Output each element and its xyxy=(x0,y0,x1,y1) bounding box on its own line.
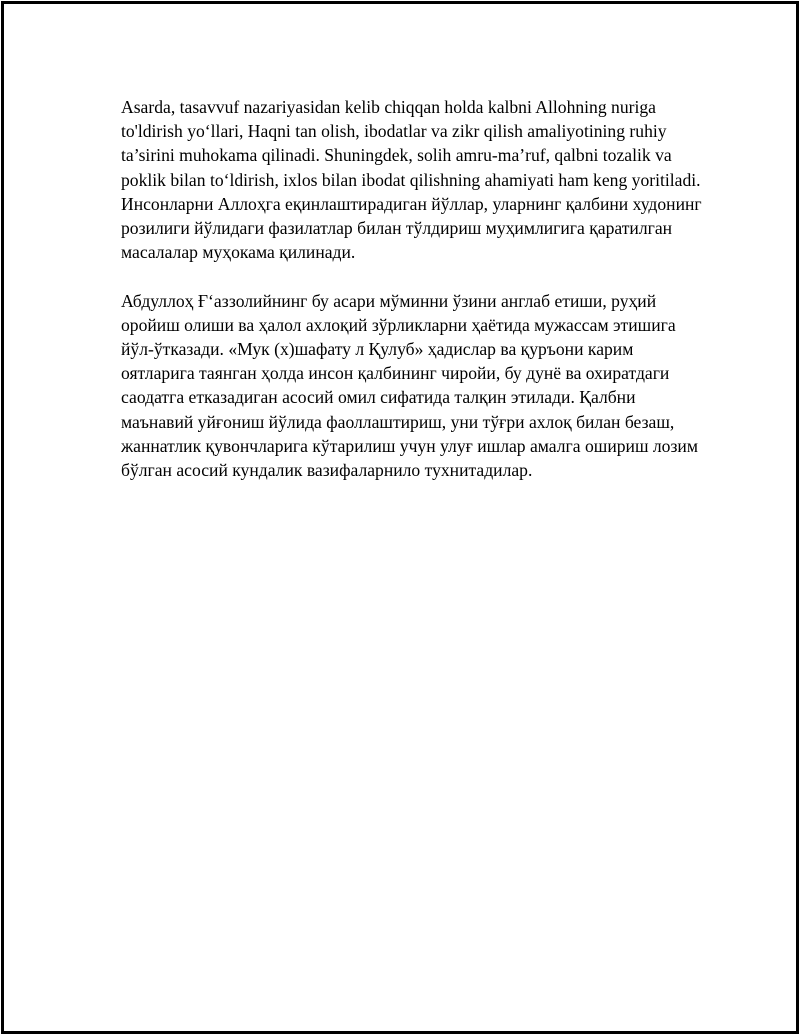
paragraph-2: Абдуллоҳ Ғ‘аззолийнинг бу асари мўминни ўзини англаб етиши, руҳий оройиш олиши ва ҳалол ахлоқий зўрликларни ҳаётида мужассам этишига йўл-ўтказади. «Мук (х)шафату л Қулуб» ҳадислар ва қуръони карим оятларига таянган ҳолда инсон қалбининг чиройи, бу дунё ва охиратдаги саодатга етказадиган асосий омил сифатида талқин этилади. Қалбни маънавий уйғониш йўлида фаоллаштириш, уни тўғри ахлоқ билан безаш, жаннатлик қувончларига кўтарилиш учун улуғ ишлар амалга ошириш лозим бўлган асосий кундалик вазифаларнило тухнитадилар. xyxy=(121,290,698,481)
document-page xyxy=(1,1,799,1034)
document-body xyxy=(121,95,706,482)
paragraph-1: Asarda, tasavvuf nazariyasidan kelib chiqqan holda kalbni Allohning nuriga to'ldirish yo‘llari, Haqni tan olish, ibodatlar va zikr qilish amaliyotining ruhiy ta’sirini muhokama qilinadi. Shuningdek, solih amru-ma’ruf, qalbni tozalik va poklik bilan to‘ldirish, ixlos bilan ibodat qilishning ahamiyati ham keng yoritiladi. Инсонларни Аллоҳга еқинлаштирадиган йўллар, уларнинг қалбини худонинг розилиги йўлидаги фазилатлар билан тўлдириш муҳимлигига қаратилган масалалар муҳокама қилинади. xyxy=(121,97,702,263)
paragraph-spacer xyxy=(121,264,706,288)
